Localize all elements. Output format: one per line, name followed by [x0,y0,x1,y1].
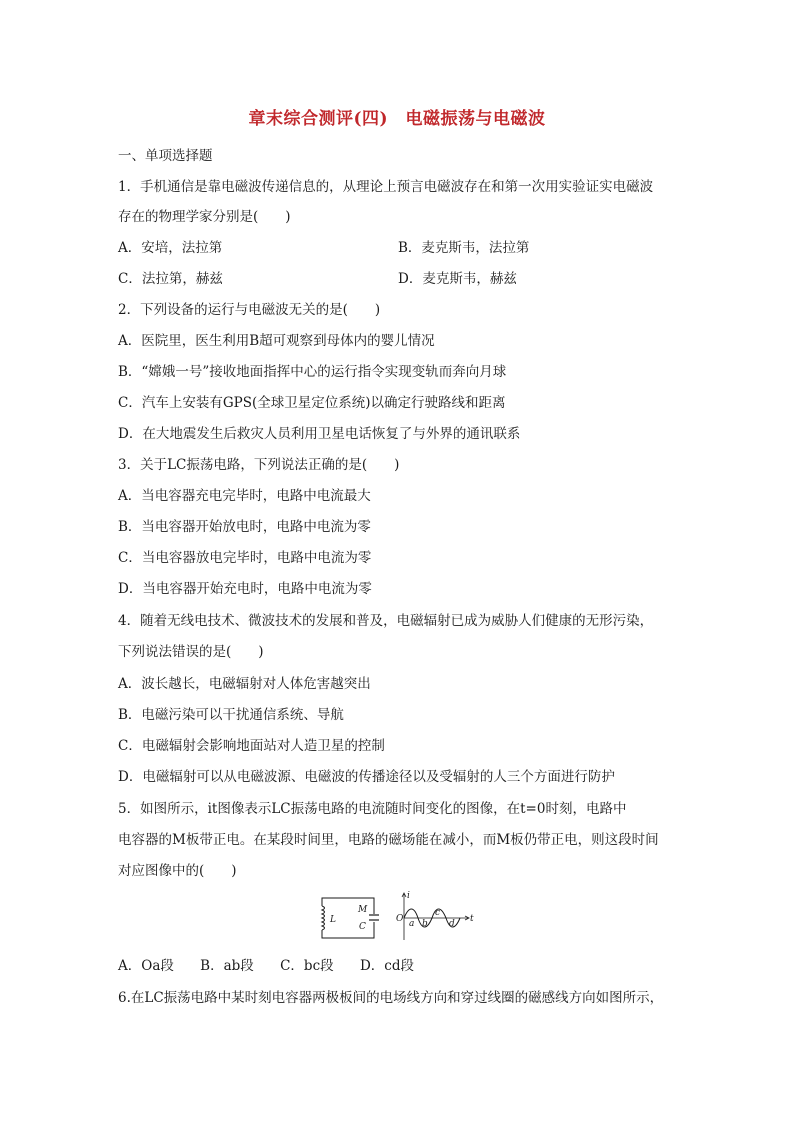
label-C: C [359,922,366,932]
label-a: a [409,919,415,929]
q5-stem-line1: 5．如图所示，it图像表示LC振荡电路的电流随时间变化的图像，在t=0时刻，电路中 [118,801,627,817]
label-d: d [449,919,455,929]
q2-stem: 2．下列设备的运行与电磁波无关的是( ) [118,302,381,318]
q3-option-a: A．当电容器充电完毕时，电路中电流最大 [118,488,371,504]
q1-stem-line2: 存在的物理学家分别是( ) [118,209,291,225]
q1-option-a: A．安培，法拉第 [118,240,223,256]
lc-circuit-and-current-graph-figure [318,888,478,948]
label-c: c [435,908,441,918]
q4-stem-line1: 4．随着无线电技术、微波技术的发展和普及，电磁辐射已成为威胁人们健康的无形污染， [118,613,654,629]
document-title: 章末综合测评(四) 电磁振荡与电磁波 [248,109,546,129]
q3-stem: 3．关于LC振荡电路，下列说法正确的是( ) [118,457,400,473]
section-heading: 一、单项选择题 [118,148,213,164]
q1-option-b: B．麦克斯韦，法拉第 [398,240,530,256]
q5-option-a: A．Oa段 [118,958,174,974]
q5-options-row [118,956,436,976]
q6-stem-line1: 6.在LC振荡电路中某时刻电容器两极板间的电场线方向和穿过线圈的磁感线方向如图所示， [118,990,664,1006]
label-i: i [407,891,410,901]
q1-option-d: D．麦克斯韦，赫兹 [398,271,517,287]
q2-option-c: C．汽车上安装有GPS(全球卫星定位系统)以确定行驶路线和距离 [118,395,506,411]
label-L: L [330,915,336,925]
q4-option-b: B．电磁污染可以干扰通信系统、导航 [118,707,344,723]
q1-stem-line1: 1．手机通信是靠电磁波传递信息的，从理论上预言电磁波存在和第一次用实验证实电磁波 [118,179,654,195]
label-b: b [422,919,428,929]
q5-option-d: D．cd段 [359,958,414,974]
q3-option-d: D．当电容器开始充电时，电路中电流为零 [118,581,372,597]
q5-stem-line3: 对应图像中的( ) [118,863,237,879]
q4-stem-line2: 下列说法错误的是( ) [118,644,264,660]
q5-option-b: B．ab段 [200,958,254,974]
q4-option-c: C．电磁辐射会影响地面站对人造卫星的控制 [118,738,385,754]
figure-svg [318,888,478,948]
q4-option-a: A．波长越长，电磁辐射对人体危害越突出 [118,676,371,692]
q2-option-b: B．“嫦娥一号”接收地面指挥中心的运行指令实现变轨而奔向月球 [118,364,507,380]
q5-stem-line2: 电容器的M板带正电。在某段时间里，电路的磁场能在减小，而M板仍带正电，则这段时间 [118,832,659,848]
label-t: t [470,914,474,924]
label-M: M [358,905,368,915]
q2-option-a: A．医院里，医生利用B超可观察到母体内的婴儿情况 [118,333,435,349]
q2-option-d: D．在大地震发生后救灾人员利用卫星电话恢复了与外界的通讯联系 [118,426,521,442]
capacitor [368,914,380,922]
label-O: O [396,914,404,924]
q5-option-c: C．bc段 [280,958,334,974]
q4-option-d: D．电磁辐射可以从电磁波源、电磁波的传播途径以及受辐射的人三个方面进行防护 [118,769,615,785]
q1-option-c: C．法拉第，赫兹 [118,271,223,287]
q3-option-c: C．当电容器放电完毕时，电路中电流为零 [118,550,372,566]
inductor-coil [318,906,326,930]
q3-option-b: B．当电容器开始放电时，电路中电流为零 [118,519,371,535]
